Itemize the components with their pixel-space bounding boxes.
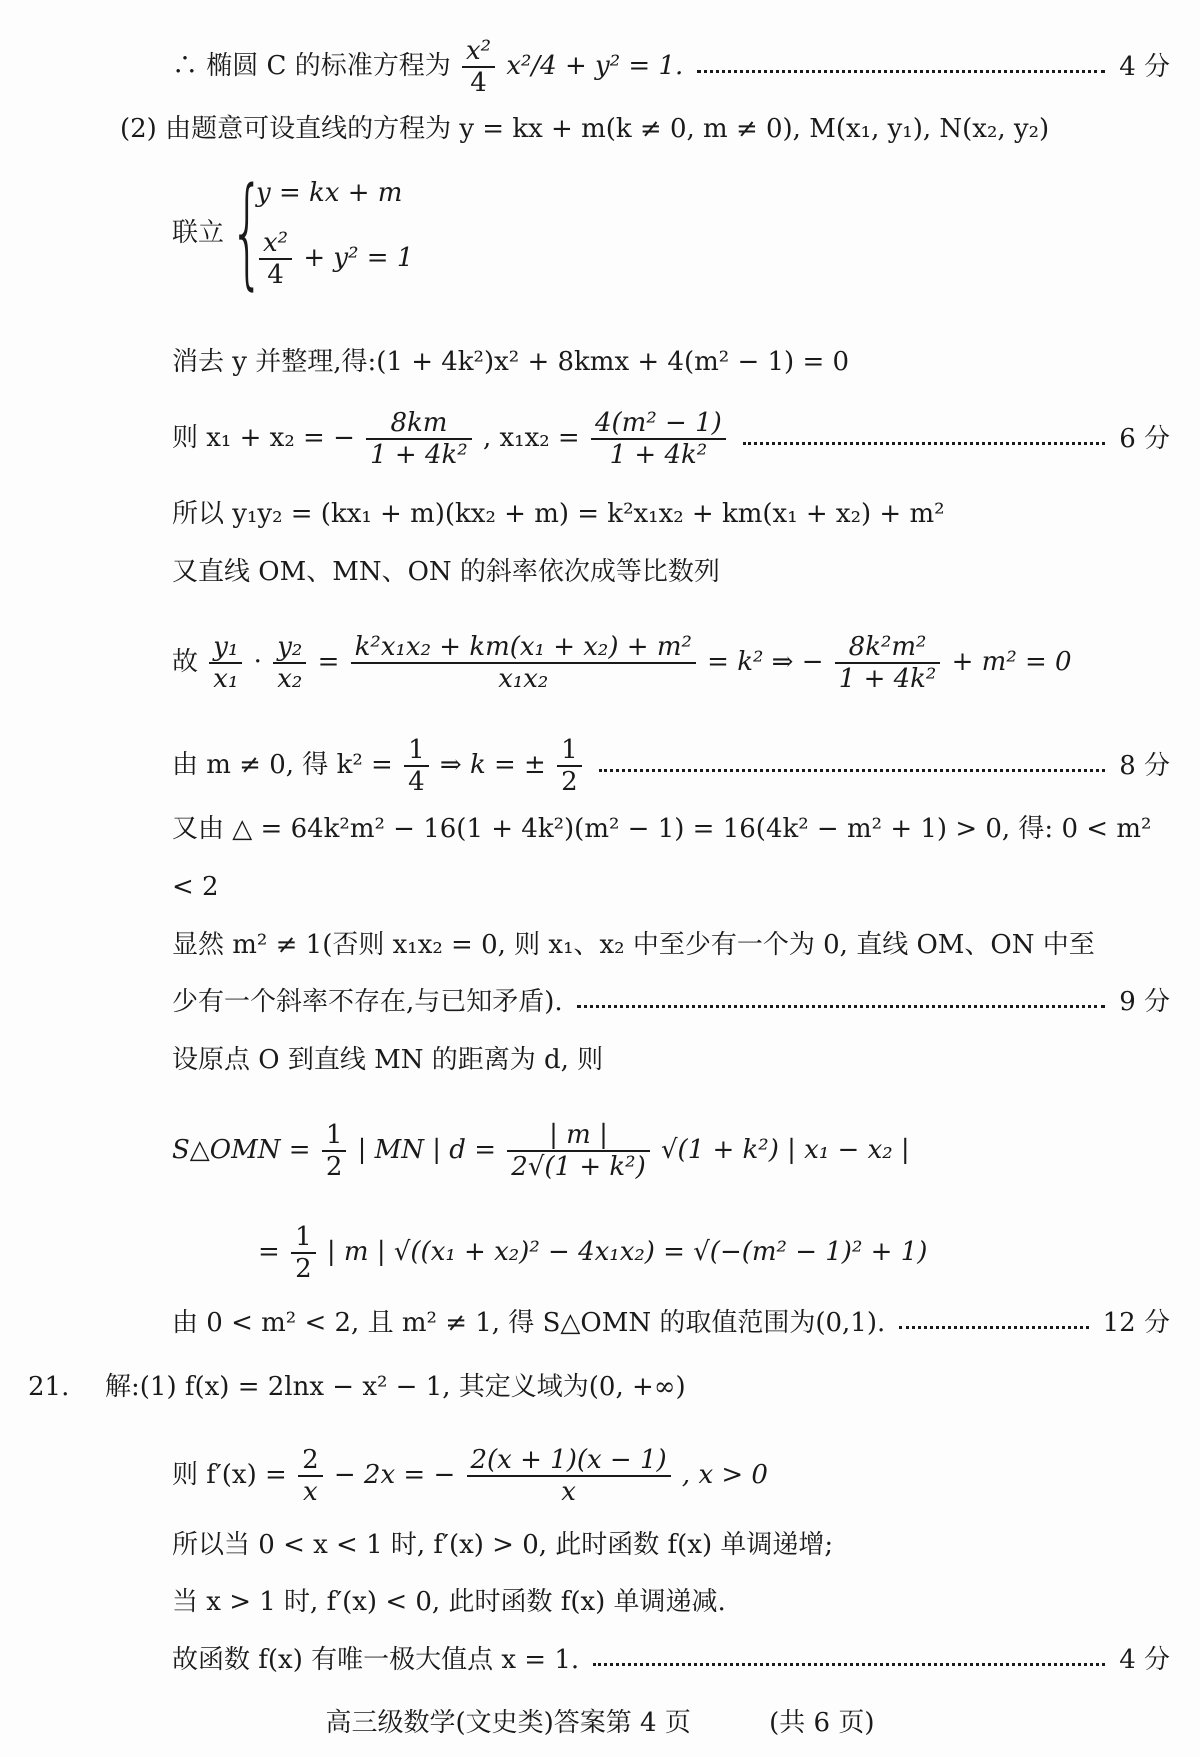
line-text: 解:(1) f(x) = 2lnx − x² − 1, 其定义域为(0, +∞) <box>105 1372 686 1402</box>
answer-line-13 <box>172 985 1170 1019</box>
dot-leader <box>599 769 1106 772</box>
line-text: 当 x > 1 时, f′(x) < 0, 此时函数 f(x) 单调递减. <box>172 1587 726 1617</box>
fraction: $\frac{\text{x²}}{4}$ <box>462 36 495 98</box>
answer-line-5: 则 x₁ + x₂ = − $\frac{8km}{\text{1 + 4k²}}$ , x₁x₂ = $\frac{\text{4(m² − 1)}}{\text{1 + 4k²}}$ 6 分 <box>172 408 1170 470</box>
line-text: 则 x₁ + x₂ = − <box>172 423 355 453</box>
line-text: 由 0 < m² < 2, 且 m² ≠ 1, 得 S△OMN 的取值范围为(0,1). <box>172 1308 886 1338</box>
answer-line-9: 由 m ≠ 0, 得 k² = $\frac{1}{4}$ ⇒ k = ± $\frac{1}{2}$ 8 分 <box>172 735 1170 797</box>
line-text: 所以 y₁y₂ = (kx₁ + m)(kx₂ + m) = k²x₁x₂ + km(x₁ + x₂) + m² <box>172 499 945 529</box>
line-text: ∴ 椭圆 C 的标准方程为 <box>172 51 451 81</box>
score-mark: 4 分 <box>1119 1645 1170 1675</box>
system-eq-1: y = kx + m <box>256 178 403 208</box>
score-mark: 6 分 <box>1119 424 1170 454</box>
score-mark: 4 分 <box>1119 52 1170 82</box>
line-text: 故函数 f(x) 有唯一极大值点 x = 1. <box>172 1645 580 1675</box>
answer-line-17 <box>172 1306 1170 1340</box>
answer-line-21 <box>172 1585 1170 1619</box>
answer-line-14 <box>172 1043 1170 1077</box>
line-text: 显然 m² ≠ 1(否则 x₁x₂ = 0, 则 x₁、x₂ 中至少有一个为 0, 直线 OM、ON 中至 <box>172 930 1095 960</box>
fraction: $\frac{8km}{\text{1 + 4k²}}$ <box>366 408 472 470</box>
dot-leader <box>697 70 1105 73</box>
line-text: 又由 △ = 64k²m² − 16(1 + 4k²)(m² − 1) = 16(4k² − m² + 1) > 0, 得: 0 < m² <box>172 814 1152 844</box>
line-text: (2) 由题意可设直线的方程为 y = kx + m(k ≠ 0, m ≠ 0), M(x₁, y₁), N(x₂, y₂) <box>120 114 1050 144</box>
footer-page-count: (共 6 页) <box>769 1708 875 1738</box>
answer-line-4 <box>172 345 1170 379</box>
dot-leader <box>899 1326 1088 1329</box>
line-text: 设原点 O 到直线 MN 的距离为 d, 则 <box>172 1045 604 1075</box>
answer-line-22 <box>172 1643 1170 1677</box>
answer-line-16: = $\frac{1}{2}$ | m | √((x₁ + x₂)² − 4x₁x₂) = √(−(m² − 1)² + 1) <box>258 1222 928 1284</box>
equation-system <box>172 163 1170 302</box>
answer-line-7 <box>172 555 1170 589</box>
left-brace: { <box>230 163 265 302</box>
line-text: 又直线 OM、MN、ON 的斜率依次成等比数列 <box>172 557 720 587</box>
answer-line-8: 故 $\frac{\text{y₁}}{\text{x₁}}$ · $\frac{\text{y₂}}{\text{x₂}}$ = $\frac{\text{k²x₁x₂ + km(x₁ + x₂) + m²}}{\text{x₁x₂}}$ = k² ⇒ − $\frac{\text{8k²m²}}{\text{1 + 4k²}}$ + m² = 0 <box>172 632 1072 694</box>
question-number: 21. <box>28 1372 70 1402</box>
system-eq-2: $\frac{\text{x²}}{4}$ + y² = 1 <box>256 228 413 290</box>
score-mark: 9 分 <box>1119 987 1170 1017</box>
line-text: 消去 y 并整理,得:(1 + 4k²)x² + 8kmx + 4(m² − 1) = 0 <box>172 347 850 377</box>
math-text: x²/4 + y² = 1. <box>506 51 684 81</box>
answer-line-12 <box>172 928 1170 962</box>
score-mark: 8 分 <box>1119 751 1170 781</box>
answer-line-18 <box>105 1370 1170 1404</box>
answer-line-2 <box>120 112 1170 146</box>
system-label: 联立 <box>172 218 225 248</box>
system-equations <box>256 176 413 290</box>
line-text: 所以当 0 < x < 1 时, f′(x) > 0, 此时函数 f(x) 单调递增; <box>172 1530 834 1560</box>
answer-line-10 <box>172 812 1170 846</box>
answer-line-11 <box>172 870 1170 904</box>
answer-line-6 <box>172 497 1170 531</box>
line-text: < 2 <box>172 872 219 902</box>
answer-line-20 <box>172 1528 1170 1562</box>
score-mark: 12 分 <box>1102 1308 1170 1338</box>
fraction: $\frac{\text{4(m² − 1)}}{\text{1 + 4k²}}$ <box>591 408 726 470</box>
answer-line-ellipse-equation <box>172 36 1170 98</box>
dot-leader <box>593 1663 1105 1666</box>
line-text: 少有一个斜率不存在,与已知矛盾). <box>172 987 563 1017</box>
dot-leader <box>743 442 1105 445</box>
dot-leader <box>577 1005 1106 1008</box>
answer-line-19: 则 f′(x) = $\frac{2}{x}$ − 2x = − $\frac{2(x + 1)(x - 1)}{x}$ , x > 0 <box>172 1445 768 1507</box>
footer-title: 高三级数学(文史类)答案第 4 页 <box>325 1708 691 1738</box>
page-footer <box>0 1702 1200 1739</box>
answer-line-15: S△OMN = $\frac{1}{2}$ | MN | d = $\frac{| m |}{\text{2√(1 + k²)}}$ √(1 + k²) | x₁ − x₂ | <box>172 1120 910 1182</box>
